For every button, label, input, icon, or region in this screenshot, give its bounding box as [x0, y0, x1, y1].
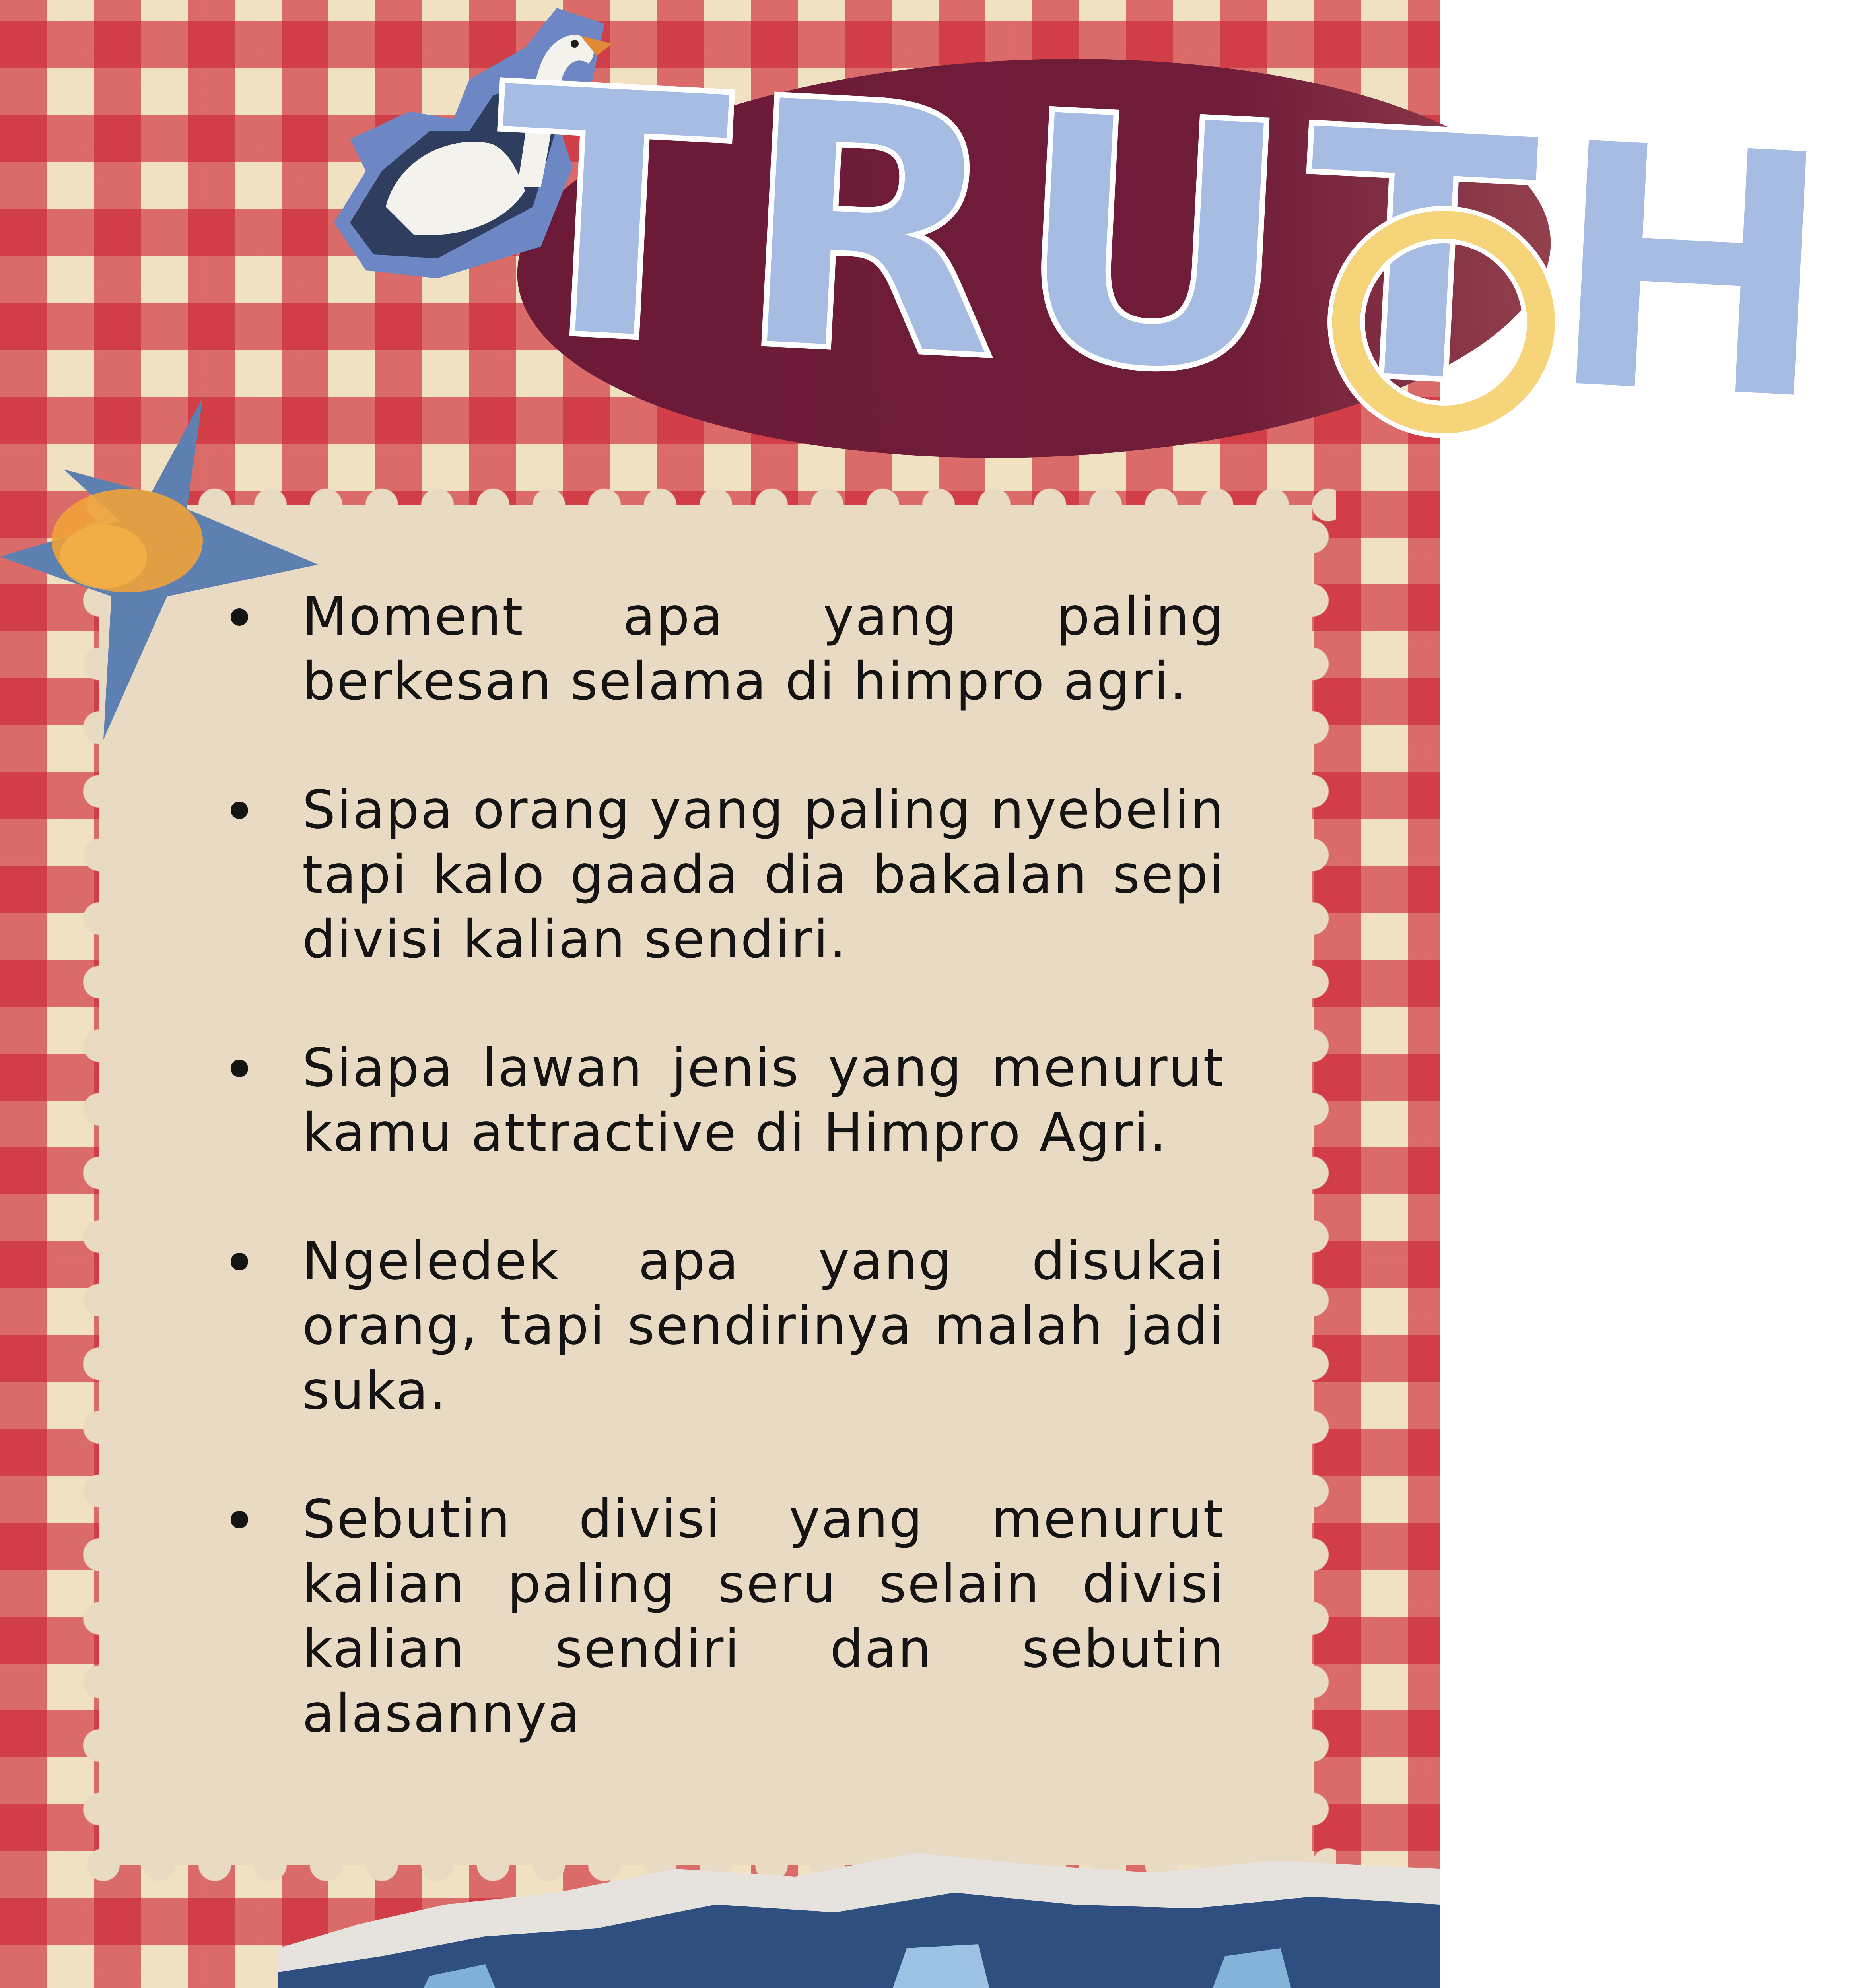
yellow-ring — [1332, 211, 1555, 433]
bullet-icon — [231, 1511, 248, 1528]
truth-title: TRUTH — [484, 12, 1856, 481]
question-item — [223, 1036, 1225, 1165]
stamp-right-edge — [1294, 505, 1330, 1865]
question-item — [223, 778, 1225, 972]
bullet-icon — [231, 802, 248, 819]
question-text: Siapa lawan jenis yang menurut kamu attractive di Himpro Agri. — [302, 1037, 1225, 1163]
bullet-icon — [231, 608, 248, 626]
question-item — [223, 1487, 1225, 1746]
question-text: Sebutin divisi yang menurut kalian paling seru selain divisi kalian sendiri dan sebutin alasannya — [302, 1489, 1225, 1744]
question-item — [223, 1229, 1225, 1423]
torn-paper-image — [278, 1845, 1440, 1988]
question-text: Siapa orang yang paling nyebelin tapi kalo gaada dia bakalan sepi divisi kalian sendiri. — [302, 779, 1225, 970]
question-list — [223, 584, 1225, 1810]
bullet-icon — [231, 1060, 248, 1077]
question-text: Ngeledek apa yang disukai orang, tapi sendirinya malah jadi suka. — [302, 1231, 1225, 1421]
question-text: Moment apa yang paling berkesan selama di himpro agri. — [302, 586, 1225, 712]
bullet-icon — [231, 1253, 248, 1270]
question-item — [223, 584, 1225, 714]
